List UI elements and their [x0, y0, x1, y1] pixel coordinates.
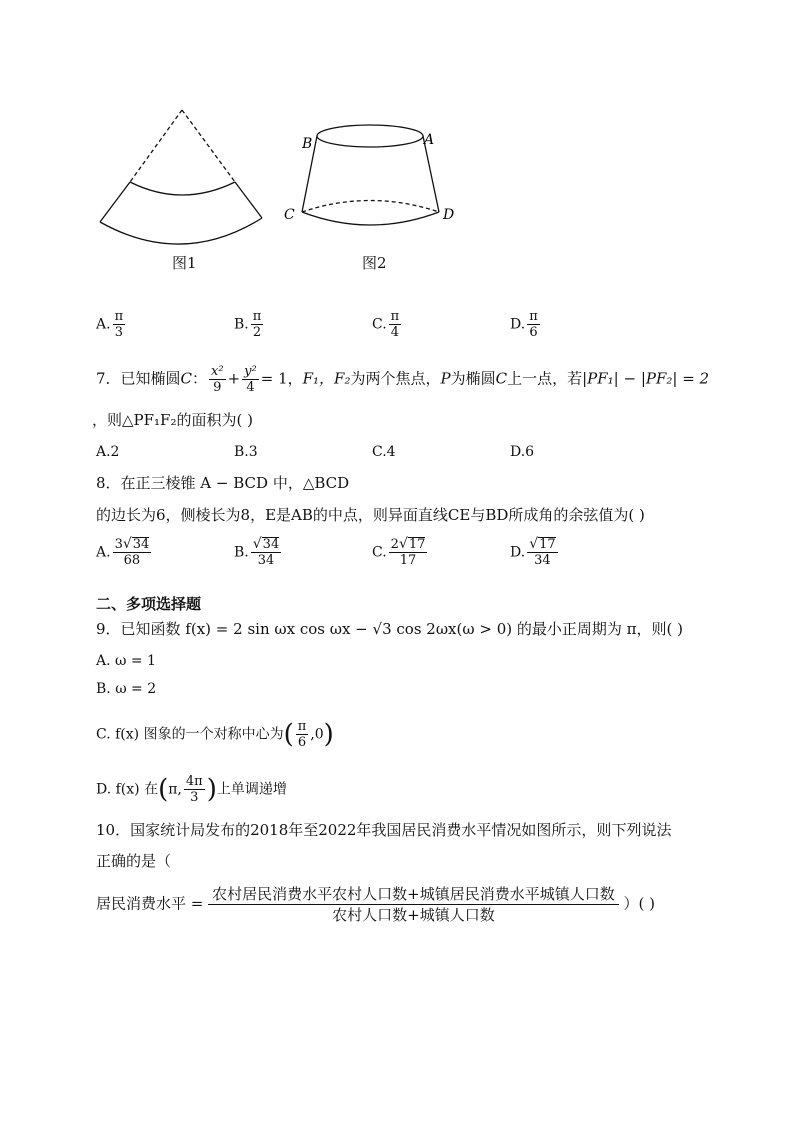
- sqrt-sign: √: [529, 536, 539, 552]
- q6-option-a: [96, 309, 127, 340]
- q7-mid3: 上一点，若: [507, 369, 583, 388]
- left-paren: (: [283, 719, 294, 750]
- sqrt-sign: √: [398, 536, 408, 552]
- fig1-sector-ring: [100, 110, 262, 244]
- q7-option-a: A.2: [96, 444, 120, 460]
- frac-num: π: [252, 309, 262, 324]
- q7-option-d: D.6: [510, 444, 535, 460]
- option-label: C.: [372, 316, 387, 333]
- q7-f2: F₂: [334, 369, 351, 388]
- q7-option-b: B.3: [234, 444, 258, 460]
- q7-f1: F₁，: [302, 369, 335, 388]
- fig2-label-b: B: [302, 136, 313, 152]
- frac-den: 6: [297, 735, 307, 750]
- coef: 3: [114, 537, 123, 552]
- q6-option-c: [372, 309, 403, 340]
- fig2-caption: 图2: [362, 254, 387, 272]
- section-title: 二、多项选择题: [96, 595, 202, 613]
- frac-den: 68: [123, 553, 141, 568]
- fig2-label-c: C: [284, 207, 295, 223]
- option-label: A.: [96, 544, 111, 561]
- fraction: [389, 537, 428, 568]
- q7-condition: |PF₁| − |PF₂| = 2: [582, 369, 710, 388]
- q7-stem: [96, 364, 709, 395]
- frac-num: 4π: [185, 774, 203, 789]
- radicand: 34: [262, 537, 280, 552]
- q9-c-post: ,0: [310, 726, 324, 743]
- option-label: B.: [234, 316, 249, 333]
- q8-option-a: [96, 537, 153, 568]
- fig2-frustum: [302, 125, 439, 225]
- fraction: [251, 309, 264, 340]
- fraction: [527, 309, 540, 340]
- option-label: D.: [510, 544, 526, 561]
- left-paren: (: [158, 774, 169, 805]
- q7-p: P: [440, 369, 451, 388]
- q7-mid2: 为椭圆: [450, 369, 496, 388]
- frac-num: π: [114, 309, 124, 324]
- option-label: A.: [96, 316, 111, 333]
- radicand: 17: [408, 537, 426, 552]
- frac-den: 4: [246, 380, 255, 395]
- frac-den: 34: [534, 553, 551, 568]
- frac-num: π: [529, 309, 538, 324]
- option-label: B.: [234, 544, 249, 561]
- q9-d-text: D. f(x) 在: [96, 781, 159, 798]
- q9-option-a: A. ω = 1: [96, 653, 156, 669]
- frac-num: [251, 537, 281, 553]
- q7-colon: ：: [192, 369, 208, 388]
- q7-line2: ，则△PF₁F₂的面积为( ): [92, 411, 253, 429]
- frac-num: y²: [244, 364, 257, 379]
- q8-option-b: [234, 537, 283, 568]
- frac-den: 3: [190, 790, 199, 805]
- frac-den: 34: [257, 553, 275, 568]
- q8-option-d: [510, 537, 560, 568]
- option-label: C.: [372, 544, 387, 561]
- q8-line2: 的边长为6，侧棱长为8，E是AB的中点，则异面直线CE与BD所成角的余弦值为( ): [96, 506, 645, 524]
- geometry-figures: [92, 100, 472, 275]
- frac-den: 2: [252, 325, 262, 340]
- radicand: 17: [539, 537, 556, 552]
- frac-den: 9: [213, 380, 222, 395]
- frac-num: π: [297, 719, 307, 734]
- fig2-label-d: D: [443, 207, 455, 223]
- q8-option-c: [372, 537, 429, 568]
- sqrt-sign: √: [252, 536, 262, 552]
- q9-d-post: 上单调递增: [216, 781, 287, 798]
- q7-option-c: C.4: [372, 444, 396, 460]
- frac-num: [389, 537, 428, 553]
- coef: 2: [390, 537, 399, 552]
- fig2-label-a: A: [424, 132, 435, 148]
- frac-den: 3: [114, 325, 123, 340]
- q7-eq: = 1，: [260, 369, 303, 388]
- frac-num: π: [390, 309, 400, 324]
- q9-option-c: [96, 719, 334, 750]
- fraction: [389, 309, 402, 340]
- right-paren: ): [206, 774, 217, 805]
- fraction: [251, 537, 281, 568]
- frac-num: [527, 537, 557, 553]
- q6-option-b: [234, 309, 265, 340]
- frac-den: 4: [390, 325, 400, 340]
- fraction: [242, 364, 259, 395]
- fraction: [113, 537, 152, 568]
- frac-num: [113, 537, 152, 553]
- q10-line1: 10．国家统计局发布的2018年至2022年我国居民消费水平情况如图所示，则下列说法: [96, 821, 672, 839]
- q7-curve: C: [180, 369, 193, 388]
- fig1-caption: 图1: [172, 254, 197, 272]
- formula-den: 农村人口数+城镇人口数: [332, 906, 495, 924]
- q7-mid: 为两个焦点，: [350, 369, 441, 388]
- radicand: 34: [132, 537, 150, 552]
- figures-area: [92, 100, 472, 275]
- q9-option-d: [96, 774, 287, 805]
- q10-formula: [96, 884, 655, 925]
- q6-option-d: [510, 309, 542, 340]
- plus-sign: +: [227, 369, 241, 388]
- right-paren: ): [323, 719, 334, 750]
- q9-d-a: π,: [168, 781, 182, 798]
- frac-num: x²: [211, 364, 224, 379]
- q10-line2: 正确的是（: [96, 852, 172, 870]
- q9-c-text: C. f(x) 图象的一个对称中心为: [96, 726, 284, 743]
- formula-lhs: 居民消费水平 =: [96, 894, 204, 913]
- fraction: [113, 309, 126, 340]
- q9-stem: 9．已知函数 f(x) = 2 sin ωx cos ωx − √3 cos 2ωx(ω > 0) 的最小正周期为 π，则( ): [96, 620, 683, 638]
- sqrt-sign: √: [122, 536, 132, 552]
- q9-option-b: B. ω = 2: [96, 681, 157, 697]
- formula-fraction: [208, 884, 619, 925]
- fraction: [184, 774, 205, 805]
- q8-line1: 8．在正三棱锥 A − BCD 中，△BCD: [96, 474, 350, 492]
- fraction: [527, 537, 557, 568]
- q7-prefix: 7．已知椭圆: [96, 369, 181, 388]
- frac-den: 6: [529, 325, 538, 340]
- formula-num: 农村居民消费水平农村人口数+城镇居民消费水平城镇人口数: [208, 884, 619, 905]
- fraction: [296, 719, 309, 750]
- q7-c2: C: [495, 369, 508, 388]
- formula-tail: ）( ): [623, 894, 655, 913]
- frac-den: 17: [399, 553, 417, 568]
- option-label: D.: [510, 316, 526, 333]
- fraction: [209, 364, 226, 395]
